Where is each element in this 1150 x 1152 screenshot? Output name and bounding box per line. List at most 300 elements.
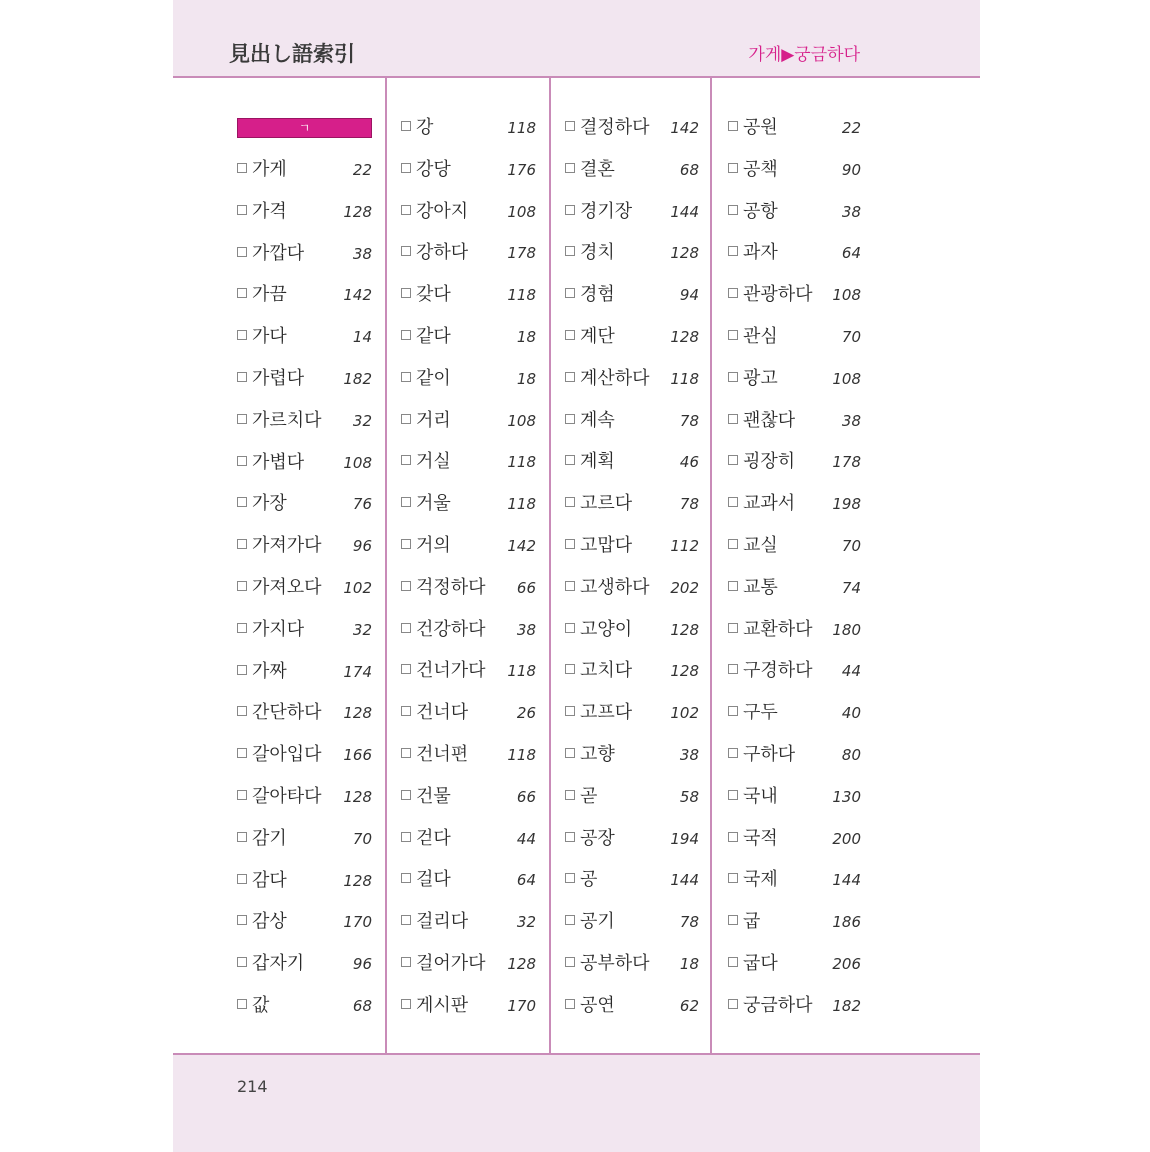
- entry-page-number: 174: [343, 662, 372, 681]
- column-divider: [549, 76, 551, 1053]
- entry-page-number: 80: [841, 746, 861, 764]
- entry-word: 구두: [743, 702, 778, 724]
- entry-page-number: 118: [507, 495, 536, 514]
- entry-page-number: 198: [832, 495, 861, 514]
- index-entry: [728, 782, 861, 812]
- index-entry: [237, 448, 372, 478]
- index-entry: [237, 698, 372, 728]
- entry-page-number: 128: [670, 662, 699, 681]
- index-entry: [728, 949, 861, 979]
- entry-word: 공연: [580, 994, 615, 1016]
- index-page: [173, 0, 980, 1150]
- index-entry: [728, 489, 861, 519]
- index-entry: [728, 615, 861, 645]
- entry-word: 공책: [743, 158, 778, 180]
- index-entry: [401, 740, 536, 770]
- checkbox-icon: [565, 832, 575, 842]
- checkbox-icon: [401, 455, 411, 465]
- index-entry: [237, 824, 372, 854]
- entry-page-number: 128: [343, 704, 372, 723]
- checkbox-icon: [565, 915, 575, 925]
- entry-word: 건너가다: [416, 660, 486, 682]
- checkbox-icon: [401, 915, 411, 925]
- entry-word: 값: [252, 995, 270, 1016]
- entry-page-number: 38: [352, 244, 372, 263]
- index-entry: [728, 991, 861, 1021]
- checkbox-icon: [401, 330, 411, 340]
- index-entry: [728, 865, 861, 895]
- checkbox-icon: [237, 247, 247, 257]
- index-entry: [401, 531, 536, 561]
- index-entry: [237, 322, 372, 352]
- checkbox-icon: [728, 246, 738, 256]
- entry-page-number: 182: [832, 996, 861, 1015]
- entry-page-number: 32: [352, 620, 372, 639]
- entry-page-number: 118: [507, 286, 536, 305]
- entry-page-number: 128: [670, 328, 699, 346]
- checkbox-icon: [728, 748, 738, 758]
- checkbox-icon: [728, 330, 738, 340]
- checkbox-icon: [728, 288, 738, 298]
- entry-word: 공기: [580, 911, 615, 933]
- index-entry: [565, 782, 699, 812]
- checkbox-icon: [565, 748, 575, 758]
- entry-page-number: 94: [679, 286, 699, 305]
- entry-page-number: 96: [352, 537, 372, 556]
- entry-word: 곧: [580, 785, 598, 807]
- checkbox-icon: [401, 497, 411, 507]
- entry-page-number: 38: [841, 202, 861, 221]
- index-entry: [401, 656, 536, 686]
- checkbox-icon: [237, 915, 247, 925]
- entry-page-number: 38: [679, 746, 699, 764]
- checkbox-icon: [565, 957, 575, 967]
- entry-page-number: 128: [343, 871, 372, 890]
- index-entry: [237, 155, 372, 185]
- entry-word: 고향: [580, 744, 615, 765]
- checkbox-icon: [565, 539, 575, 549]
- index-entry: [728, 740, 861, 770]
- entry-word: 국적: [743, 827, 778, 849]
- entry-word: 경험: [580, 284, 615, 306]
- entry-page-number: 142: [507, 537, 536, 555]
- entry-word: 갖다: [416, 284, 451, 306]
- entry-page-number: 14: [352, 328, 372, 347]
- entry-page-number: 128: [343, 788, 372, 806]
- entry-word: 경치: [580, 242, 615, 264]
- checkbox-icon: [401, 706, 411, 716]
- checkbox-icon: [237, 999, 247, 1009]
- entry-word: 계획: [580, 451, 615, 473]
- entry-word: 공: [580, 869, 598, 891]
- entry-page-number: 128: [507, 955, 536, 973]
- entry-page-number: 144: [832, 871, 861, 890]
- checkbox-icon: [237, 372, 247, 382]
- checkbox-icon: [728, 915, 738, 925]
- entry-word: 관심: [743, 326, 778, 347]
- entry-word: 건너편: [416, 744, 469, 765]
- entry-page-number: 68: [352, 997, 372, 1015]
- entry-page-number: 78: [679, 913, 699, 932]
- index-entry: [237, 907, 372, 937]
- checkbox-icon: [728, 121, 738, 131]
- checkbox-icon: [728, 539, 738, 549]
- entry-word: 가끔: [252, 284, 287, 306]
- index-entry: [237, 782, 372, 812]
- entry-word: 강: [416, 117, 434, 138]
- checkbox-icon: [401, 664, 411, 674]
- index-entry: [401, 447, 536, 477]
- entry-word: 같다: [416, 326, 451, 347]
- checkbox-icon: [237, 581, 247, 591]
- entry-page-number: 118: [507, 119, 536, 137]
- entry-word: 가장: [252, 493, 287, 515]
- checkbox-icon: [401, 163, 411, 173]
- entry-page-number: 68: [679, 160, 699, 179]
- column-divider: [710, 76, 712, 1053]
- entry-page-number: 118: [670, 369, 699, 388]
- index-entry: [565, 531, 699, 561]
- checkbox-icon: [401, 957, 411, 967]
- entry-word: 교실: [743, 535, 778, 556]
- index-entry: [237, 406, 372, 436]
- entry-page-number: 58: [679, 787, 699, 806]
- checkbox-icon: [728, 205, 738, 215]
- entry-page-number: 102: [343, 579, 372, 597]
- entry-page-number: 32: [516, 913, 536, 932]
- entry-word: 계단: [580, 326, 615, 347]
- entry-page-number: 118: [507, 746, 536, 764]
- checkbox-icon: [565, 414, 575, 424]
- checkbox-icon: [565, 205, 575, 215]
- index-entry: [401, 865, 536, 895]
- checkbox-icon: [237, 706, 247, 716]
- entry-word: 굉장히: [743, 451, 796, 473]
- entry-page-number: 66: [516, 787, 536, 806]
- entry-page-number: 40: [841, 704, 861, 723]
- entry-page-number: 32: [352, 411, 372, 430]
- entry-word: 교환하다: [743, 618, 813, 640]
- index-entry: [237, 573, 372, 603]
- checkbox-icon: [237, 832, 247, 842]
- entry-page-number: 46: [679, 453, 699, 472]
- checkbox-icon: [401, 790, 411, 800]
- index-entry: [237, 740, 372, 770]
- checkbox-icon: [728, 664, 738, 674]
- entry-page-number: 26: [516, 704, 536, 723]
- index-entry: [565, 322, 699, 352]
- entry-page-number: 108: [507, 202, 536, 221]
- entry-page-number: 186: [832, 913, 861, 932]
- checkbox-icon: [401, 539, 411, 549]
- entry-word: 교통: [743, 576, 778, 598]
- index-entry: [401, 782, 536, 812]
- entry-word: 가짜: [252, 660, 287, 682]
- entry-page-number: 70: [352, 829, 372, 848]
- entry-word: 건너다: [416, 702, 469, 724]
- entry-page-number: 22: [841, 119, 861, 137]
- checkbox-icon: [237, 665, 247, 675]
- checkbox-icon: [237, 623, 247, 633]
- entry-page-number: 66: [516, 578, 536, 597]
- checkbox-icon: [401, 121, 411, 131]
- checkbox-icon: [237, 790, 247, 800]
- entry-page-number: 76: [352, 495, 372, 514]
- entry-word: 갈아입다: [252, 744, 322, 766]
- index-entry: [728, 197, 861, 227]
- entry-word: 고맙다: [580, 535, 633, 556]
- entry-word: 가게: [252, 159, 287, 180]
- page-footer: [173, 1053, 980, 1152]
- index-entry: [728, 447, 861, 477]
- checkbox-icon: [237, 414, 247, 424]
- index-entry: [401, 322, 536, 352]
- entry-page-number: 112: [670, 537, 699, 555]
- entry-page-number: 142: [343, 286, 372, 305]
- checkbox-icon: [401, 999, 411, 1009]
- entry-word: 공원: [743, 117, 778, 138]
- entry-page-number: 128: [343, 202, 372, 221]
- checkbox-icon: [401, 246, 411, 256]
- entry-word: 가깝다: [252, 242, 305, 264]
- checkbox-icon: [565, 664, 575, 674]
- index-entry: [565, 197, 699, 227]
- entry-word: 경기장: [580, 200, 633, 222]
- checkbox-icon: [565, 121, 575, 131]
- entry-page-number: 176: [507, 160, 536, 179]
- entry-word: 광고: [743, 367, 778, 389]
- checkbox-icon: [728, 832, 738, 842]
- index-entry: [237, 949, 372, 979]
- entry-word: 구하다: [743, 744, 796, 765]
- entry-page-number: 144: [670, 202, 699, 221]
- index-entry: [565, 698, 699, 728]
- checkbox-icon: [237, 539, 247, 549]
- index-entry: [728, 656, 861, 686]
- index-entry: [565, 656, 699, 686]
- index-entry: [565, 364, 699, 394]
- checkbox-icon: [401, 205, 411, 215]
- entry-page-number: 108: [343, 453, 372, 472]
- index-entry: [237, 531, 372, 561]
- entry-page-number: 118: [507, 662, 536, 681]
- index-entry: [237, 657, 372, 687]
- checkbox-icon: [565, 163, 575, 173]
- index-entry: [565, 447, 699, 477]
- checkbox-icon: [728, 706, 738, 716]
- entry-page-number: 74: [841, 578, 861, 597]
- index-entry: [401, 364, 536, 394]
- checkbox-icon: [401, 288, 411, 298]
- entry-word: 교과서: [743, 493, 796, 515]
- entry-word: 공항: [743, 200, 778, 222]
- entry-page-number: 78: [679, 495, 699, 514]
- index-entry: [728, 907, 861, 937]
- checkbox-icon: [237, 330, 247, 340]
- checkbox-icon: [728, 414, 738, 424]
- entry-word: 갈아타다: [252, 786, 322, 807]
- entry-page-number: 64: [841, 244, 861, 263]
- entry-word: 건강하다: [416, 618, 486, 640]
- entry-word: 감기: [252, 827, 287, 849]
- index-entry: [565, 824, 699, 854]
- entry-word: 괜찮다: [743, 409, 796, 431]
- entry-word: 거의: [416, 535, 451, 556]
- entry-word: 거실: [416, 451, 451, 473]
- entry-word: 가져오다: [252, 577, 322, 598]
- column-divider: [385, 76, 387, 1053]
- index-entry: [401, 280, 536, 310]
- page-header: [173, 0, 980, 78]
- entry-word: 강아지: [416, 200, 469, 222]
- entry-page-number: 18: [516, 369, 536, 388]
- index-entry: [401, 113, 536, 143]
- index-entry: [401, 489, 536, 519]
- checkbox-icon: [401, 372, 411, 382]
- entry-word: 가져가다: [252, 535, 322, 557]
- entry-word: 가지다: [252, 618, 305, 640]
- entry-page-number: 206: [832, 955, 861, 973]
- entry-word: 공부하다: [580, 953, 650, 974]
- entry-page-number: 64: [516, 871, 536, 890]
- entry-page-number: 38: [516, 620, 536, 639]
- index-entry: [237, 615, 372, 645]
- entry-page-number: 44: [841, 662, 861, 681]
- entry-word: 굽: [743, 911, 761, 933]
- entry-word: 강하다: [416, 242, 469, 264]
- entry-word: 고치다: [580, 660, 633, 682]
- entry-page-number: 18: [679, 955, 699, 973]
- index-entry: [565, 907, 699, 937]
- entry-word: 거울: [416, 493, 451, 515]
- index-entry: [401, 615, 536, 645]
- entry-range: 가게▶궁금하다: [748, 45, 860, 65]
- checkbox-icon: [728, 790, 738, 800]
- entry-word: 궁금하다: [743, 994, 813, 1016]
- index-entry: [565, 238, 699, 268]
- entry-page-number: 38: [841, 411, 861, 430]
- index-entry: [728, 155, 861, 185]
- entry-word: 고르다: [580, 493, 633, 515]
- index-entry: [237, 489, 372, 519]
- checkbox-icon: [237, 748, 247, 758]
- checkbox-icon: [237, 163, 247, 173]
- entry-word: 결정하다: [580, 117, 650, 138]
- entry-word: 게시판: [416, 994, 469, 1016]
- checkbox-icon: [565, 706, 575, 716]
- entry-page-number: 44: [516, 829, 536, 848]
- checkbox-icon: [565, 623, 575, 633]
- index-entry: [728, 406, 861, 436]
- checkbox-icon: [565, 873, 575, 883]
- entry-word: 공장: [580, 827, 615, 849]
- entry-page-number: 194: [670, 829, 699, 848]
- entry-word: 고양이: [580, 618, 633, 640]
- entry-word: 가다: [252, 326, 287, 348]
- page-title: 見出し語索引: [229, 42, 355, 66]
- entry-word: 갑자기: [252, 953, 305, 975]
- checkbox-icon: [728, 497, 738, 507]
- index-entry: [401, 824, 536, 854]
- index-entry: [728, 573, 861, 603]
- entry-word: 굽다: [743, 953, 778, 974]
- index-entry: [565, 155, 699, 185]
- index-entry: [237, 866, 372, 896]
- entry-word: 가격: [252, 200, 287, 222]
- entry-page-number: 108: [832, 369, 861, 388]
- entry-word: 계산하다: [580, 367, 650, 389]
- entry-word: 구경하다: [743, 660, 813, 682]
- entry-word: 고프다: [580, 702, 633, 724]
- entry-word: 걸리다: [416, 911, 469, 933]
- index-entry: [728, 531, 861, 561]
- entry-word: 고생하다: [580, 576, 650, 598]
- entry-word: 강당: [416, 158, 451, 180]
- index-entry: [565, 991, 699, 1021]
- checkbox-icon: [237, 456, 247, 466]
- index-entry: [237, 239, 372, 269]
- entry-page-number: 182: [343, 370, 372, 388]
- entry-page-number: 180: [832, 620, 861, 639]
- index-entry: [237, 197, 372, 227]
- entry-word: 가렵다: [252, 368, 305, 389]
- checkbox-icon: [728, 455, 738, 465]
- entry-page-number: 118: [507, 453, 536, 472]
- entry-page-number: 70: [841, 328, 861, 346]
- index-entry: [728, 322, 861, 352]
- index-entry: [728, 280, 861, 310]
- entry-page-number: 22: [352, 161, 372, 179]
- checkbox-icon: [237, 874, 247, 884]
- index-entry: [565, 615, 699, 645]
- entry-page-number: 144: [670, 871, 699, 890]
- checkbox-icon: [728, 581, 738, 591]
- index-entry: [728, 238, 861, 268]
- index-entry: [401, 907, 536, 937]
- entry-word: 결혼: [580, 158, 615, 180]
- entry-word: 감상: [252, 911, 287, 933]
- entry-page-number: 200: [832, 829, 861, 848]
- checkbox-icon: [237, 497, 247, 507]
- entry-word: 건물: [416, 785, 451, 807]
- entry-word: 걸어가다: [416, 953, 486, 974]
- entry-page-number: 96: [352, 955, 372, 974]
- entry-word: 과자: [743, 242, 778, 264]
- index-entry: [728, 824, 861, 854]
- entry-page-number: 170: [507, 996, 536, 1015]
- index-entry: [237, 991, 372, 1021]
- checkbox-icon: [728, 163, 738, 173]
- entry-word: 국제: [743, 869, 778, 891]
- index-entry: [401, 155, 536, 185]
- checkbox-icon: [565, 497, 575, 507]
- entry-page-number: 70: [841, 537, 861, 555]
- page-number: 214: [237, 1077, 268, 1096]
- entry-page-number: 170: [343, 913, 372, 932]
- checkbox-icon: [728, 623, 738, 633]
- entry-page-number: 128: [670, 244, 699, 263]
- index-entry: [565, 113, 699, 143]
- index-entry: [565, 280, 699, 310]
- entry-page-number: 108: [507, 411, 536, 430]
- entry-page-number: 62: [679, 996, 699, 1015]
- entry-word: 계속: [580, 409, 615, 431]
- index-entry: [565, 865, 699, 895]
- checkbox-icon: [728, 999, 738, 1009]
- entry-word: 국내: [743, 785, 778, 807]
- entry-page-number: 142: [670, 119, 699, 137]
- index-entry: [401, 197, 536, 227]
